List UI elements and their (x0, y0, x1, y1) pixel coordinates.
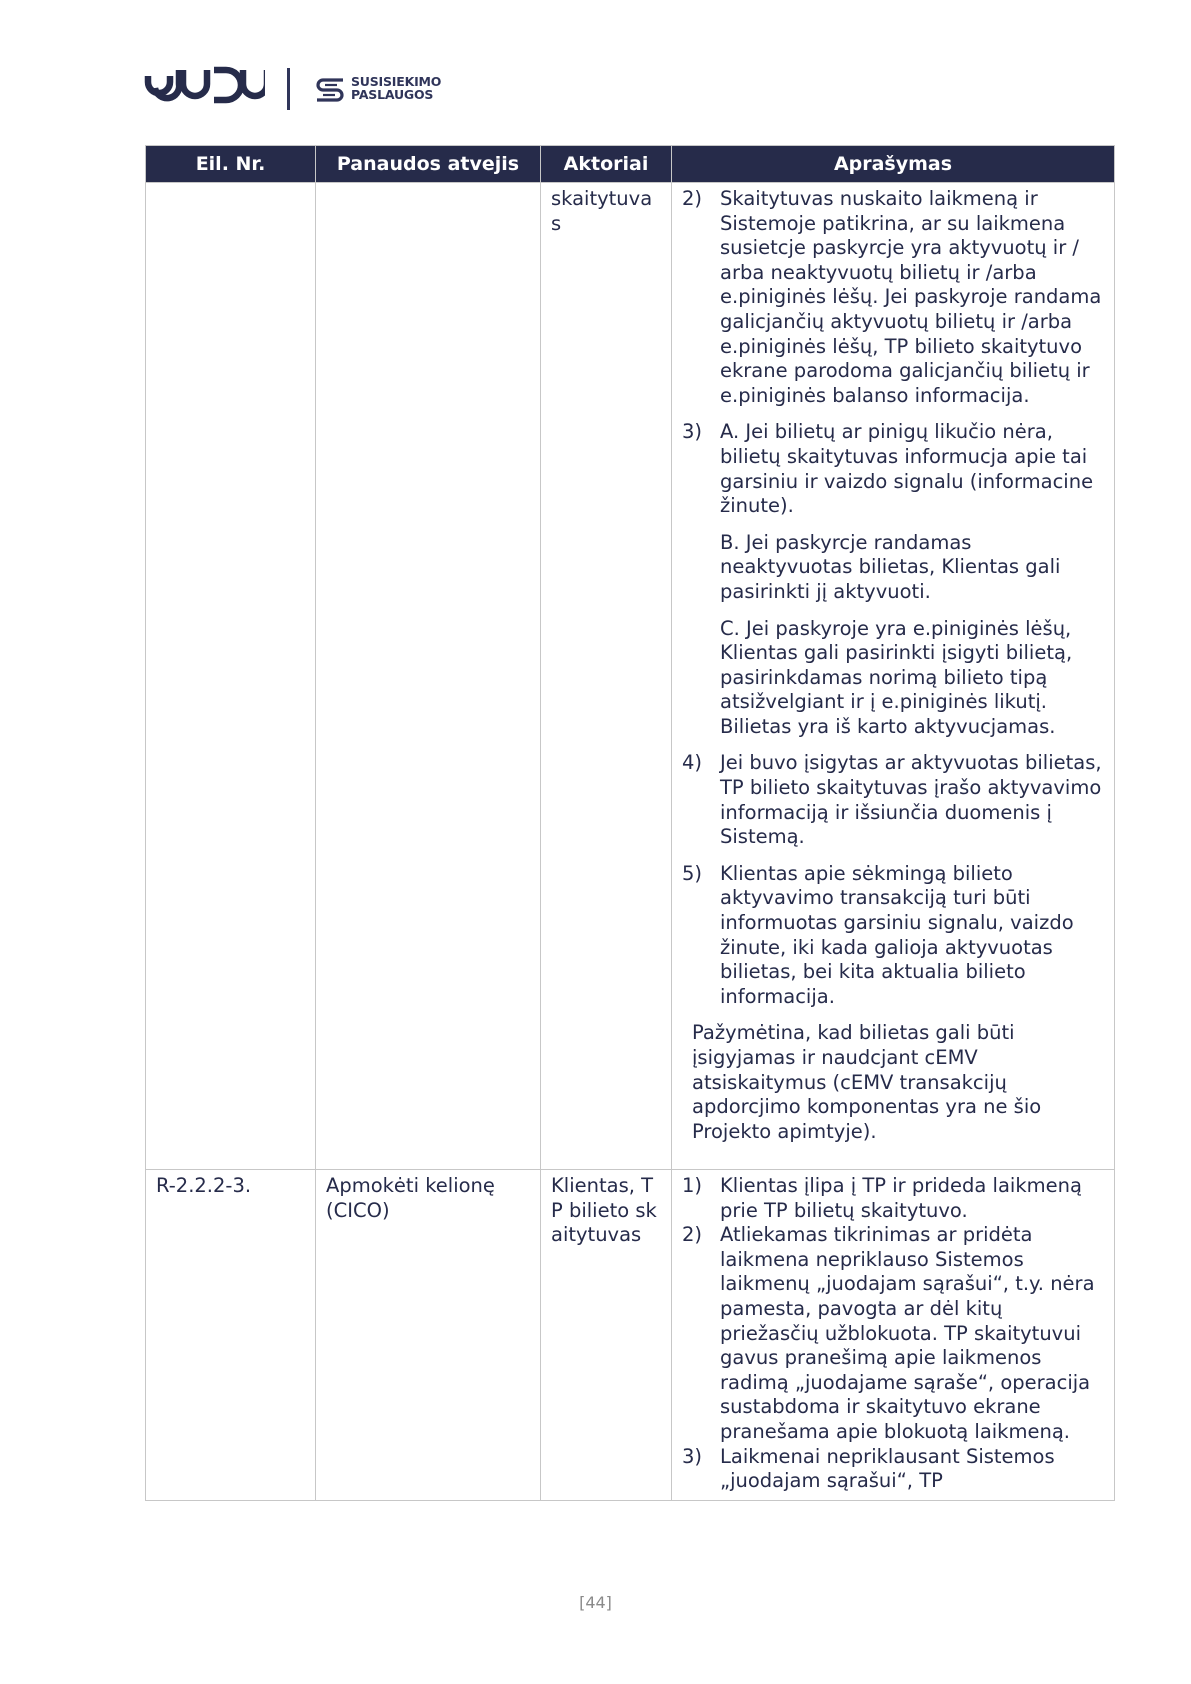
sub-item-b: B. Jei paskyrcje randamas neaktyvuotas bilietas, Klientas gali pasirinkti jį aktyvuoti. (720, 530, 1061, 603)
list-item (682, 187, 1104, 408)
table-row (146, 1170, 1115, 1501)
item-text: Klientas apie sėkmingą bilieto aktyvavimo transakciją turi būti informuotas garsiniu signalu, vaizdo žinute, iki kada galioja aktyvuotas bilietas, bei kita aktualia bilieto informacija. (720, 861, 1074, 1008)
cell-id-empty (146, 183, 316, 1170)
item-number: 1) (682, 1174, 703, 1197)
cell-actor (541, 183, 672, 1170)
header-eil-nr: Eil. Nr. (146, 146, 316, 183)
item-number: 3) (682, 420, 703, 444)
list-item (682, 1223, 1104, 1444)
item-number: 2) (682, 187, 703, 210)
wordmark-line-2: PASLAUGOS (351, 87, 434, 102)
table-header-row (146, 146, 1115, 183)
header-aprasymas: Aprašymas (672, 146, 1115, 183)
list-item (682, 1445, 1104, 1494)
item-text: Atliekamas tikrinimas ar pridėta laikmena nepriklauso Sistemos laikmenų „juodajam sąrašui“, t.y. nėra pamesta, pavogta ar dėl kitų priežasčių užblokuota. TP skaitytuvui gavus pranešimą apie laikmenos radimą „juodajame sąraše“, operacija sustabdoma ir skaitytuvo ekrane pranešama apie blokuotą laikmeną. (720, 1223, 1095, 1443)
list-item (682, 862, 1104, 1010)
page-number: [44] (579, 1593, 612, 1612)
item-number: 3) (682, 1444, 703, 1468)
item-text: Laikmenai nepriklausant Sistemos „juodajam sąrašui“, TP (720, 1444, 1055, 1493)
cell-description (672, 1170, 1115, 1501)
item-number: 4) (682, 751, 703, 775)
item-text: Skaitytuvas nuskaito laikmeną ir Sistemoje patikrina, ar su laikmena susietcje paskyrcje yra aktyvuotų ir / arba neaktyvuotų bilietų ir /arba e.piniginės lėšų. Jei paskyroje randama galicjančių aktyvuotų bilietų ir /arba e.piniginės lėšų, TP bilieto skaitytuvo ekrane parodoma galicjančių bilietų ir e.piniginės balanso informacija. (720, 187, 1102, 407)
list-item (682, 1174, 1104, 1223)
logo-divider (287, 68, 290, 110)
list-item (682, 420, 1104, 518)
use-case-table (145, 145, 1115, 1501)
item-text: Jei buvo įsigytas ar aktyvuotas bilietas, TP bilieto skaitytuvas įrašo aktyvavimo informaciją ir išsiunčia duomenis į Sistemą. (720, 751, 1102, 849)
table-row (146, 183, 1115, 1170)
sub-item-c: C. Jei paskyroje yra e.piniginės lėšų, Klientas gali pasirinkti įsigyti bilietą, pasirinkdamas norimą bilieto tipą atsižvelgiant ir į e.piniginės likutį. Bilietas yra iš karto aktyvucjamas. (720, 616, 1073, 738)
header-panaudos-atvejis: Panaudos atvejis (316, 146, 541, 183)
wordmark-line-1: SUSISIEKIMO (351, 74, 442, 89)
cell-case-empty (316, 183, 541, 1170)
item-number: 2) (682, 1223, 703, 1247)
cell-case: Apmokėti kelionę (CICO) (316, 1170, 541, 1501)
cell-id: R-2.2.2-3. (146, 1170, 316, 1501)
actor-text: skaitytuvas (551, 187, 653, 235)
header-aktoriai: Aktoriai (541, 146, 672, 183)
item-text: A. Jei bilietų ar pinigų likučio nėra, bilietų skaitytuvas informucja apie tai garsiniu ir vaizdo signalu (informacine žinute). (720, 420, 1094, 518)
list-item (682, 751, 1104, 849)
susisiekimo-paslaugos-icon (313, 76, 347, 106)
item-number: 5) (682, 861, 703, 885)
note-paragraph: Pažymėtina, kad bilietas gali būti įsigyjamas ir naudcjant cEMV atsiskaitymus (cEMV transakcijų apdorcjimo komponentas yra ne šio Projekto apimtyje). (692, 1021, 1042, 1143)
actors-text: Klientas, TP bilieto skaitytuvas (551, 1174, 657, 1247)
cell-description (672, 183, 1115, 1170)
judu-logo (143, 66, 265, 106)
cell-actors (541, 1170, 672, 1501)
item-text: Klientas įlipa į TP ir prideda laikmeną prie TP bilietų skaitytuvo. (720, 1174, 1082, 1222)
susisiekimo-paslaugos-wordmark (351, 75, 441, 101)
